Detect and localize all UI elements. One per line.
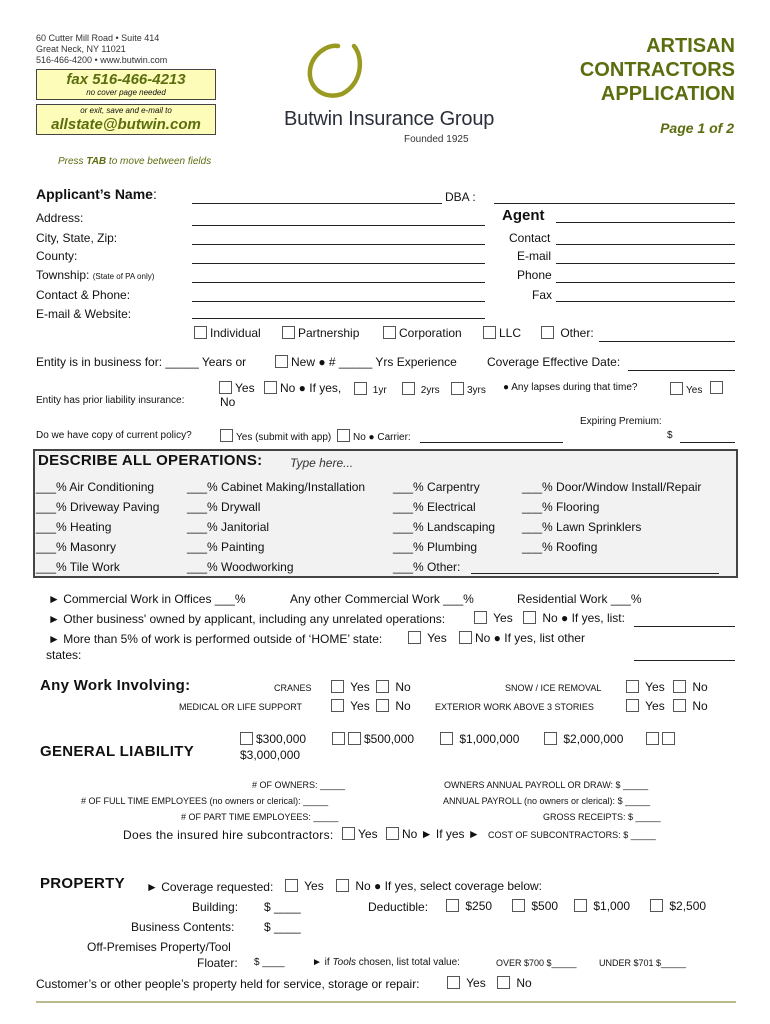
op-plumbing: ___% Plumbing [393,540,478,554]
entity-llc[interactable]: LLC [483,326,521,340]
limit-2m-checkbox[interactable] [544,732,557,745]
op-cabinet-making: ___% Cabinet Making/Installation [187,480,366,494]
new-checkbox[interactable] [275,355,288,368]
annual-payroll-row: ANNUAL PAYROLL (no owners or clerical): $ _____ [443,796,651,806]
deductible-250[interactable]: $250 [446,899,492,913]
op-drywall: ___% Drywall [187,500,261,514]
copy-yes-checkbox[interactable] [220,429,233,442]
other-commercial: Any other Commercial Work ___% [290,592,474,606]
1yr-checkbox[interactable] [354,382,367,395]
snow-yes-checkbox[interactable] [626,680,639,693]
address-field[interactable] [192,225,485,226]
exterior-no-checkbox[interactable] [673,699,686,712]
snow-no-checkbox[interactable] [673,680,686,693]
states-label: states: [46,648,82,662]
township-field[interactable] [192,282,485,283]
entity-partnership[interactable]: Partnership [282,326,359,340]
building-label: Building: [192,900,239,914]
email-website-label: E-mail & Website: [36,307,132,321]
property-yes[interactable]: Yes [285,879,324,893]
prior-no[interactable]: No ● If yes, [264,381,341,395]
prior-no-label: No [220,395,236,409]
deductible-2500-checkbox[interactable] [650,899,663,912]
cranes-no-checkbox[interactable] [376,680,389,693]
prior-insurance-label: Entity has prior liability insurance: [36,395,185,406]
snow-label: SNOW / ICE REMOVAL [505,683,602,693]
op-air-conditioning: ___% Air Conditioning [36,480,155,494]
op-other-field[interactable] [471,573,719,574]
property-yes-checkbox[interactable] [285,879,298,892]
floater-field[interactable]: $ ____ [254,957,285,968]
customer-property-label: Customer’s or other people’s property held for service, storage or repair: [36,977,420,991]
other-business-list-field[interactable] [634,626,735,627]
operations-heading: DESCRIBE ALL OPERATIONS: [38,452,263,469]
company-logo-ring [302,36,368,102]
agent-name-field[interactable] [556,222,735,223]
subcontractors-no[interactable]: No ► If yes ► [386,827,480,841]
agent-phone-field[interactable] [556,282,735,283]
general-liability-heading: GENERAL LIABILITY [40,743,194,760]
limit-300k[interactable]: $300,000 [240,732,306,746]
medical-label: MEDICAL OR LIFE SUPPORT [179,702,303,712]
owners-row: # OF OWNERS: _____ [252,780,346,790]
company-address [36,33,167,66]
city-field[interactable] [192,244,485,245]
cranes-yes-checkbox[interactable] [331,680,344,693]
medical-no-checkbox[interactable] [376,699,389,712]
partnership-checkbox[interactable] [282,326,295,339]
op-carpentry: ___% Carpentry [393,480,480,494]
operations-col-3 [393,477,495,577]
subcontractors-yes-checkbox[interactable] [342,827,355,840]
medical-yes[interactable]: Yes [331,699,370,713]
individual-checkbox[interactable] [194,326,207,339]
property-no-checkbox[interactable] [336,879,349,892]
coverage-date-field[interactable] [628,370,735,371]
floater-label: Floater: [197,956,238,970]
page-indicator: Page 1 of 2 [660,120,734,136]
annual-payroll-field[interactable]: $ _____ [617,796,651,806]
owners-field[interactable]: _____ [320,780,346,790]
city-label: City, State, Zip: [36,231,118,245]
limit-500k-checkbox[interactable] [348,732,361,745]
operations-col-4 [522,477,701,557]
footer-rule [36,1001,736,1003]
op-flooring: ___% Flooring [522,500,600,514]
copy-yes[interactable]: Yes (submit with app) [220,429,331,443]
customer-property-no[interactable]: No [497,976,532,990]
copy-no-checkbox[interactable] [337,429,350,442]
contact-phone-field[interactable] [192,301,485,302]
parttime-row: # OF PART TIME EMPLOYEES: _____ [181,812,339,822]
expiring-dollar: $ [667,430,673,441]
lapses-label: ● Any lapses during that time? [503,382,638,393]
op-lawn-sprinklers: ___% Lawn Sprinklers [522,520,642,534]
cranes-label: CRANES [274,683,312,693]
limit-2m[interactable]: $2,000,000 [544,732,623,746]
deductible-250-checkbox[interactable] [446,899,459,912]
subcontractors-yes[interactable]: Yes [342,827,378,841]
lapses-yes[interactable]: Yes [670,382,702,396]
gross-receipts-row: GROSS RECEIPTS: $ _____ [543,812,661,822]
address-label: Address: [36,211,84,225]
operations-input[interactable]: Type here... [290,456,354,470]
entity-individual[interactable]: Individual [194,326,261,340]
township-label: Township: (State of PA only) [36,268,155,282]
3yrs-checkbox[interactable] [451,382,464,395]
operations-col-1 [36,477,159,577]
property-heading: PROPERTY [40,875,125,892]
customer-property-no-checkbox[interactable] [497,976,510,989]
op-landscaping: ___% Landscaping [393,520,496,534]
founded-year: Founded 1925 [404,134,469,145]
other-business-yes-checkbox[interactable] [474,611,487,624]
op-janitorial: ___% Janitorial [187,520,270,534]
limit-1m-checkbox[interactable] [440,732,453,745]
other-business-yes[interactable]: Yes [474,611,513,625]
prior-3yrs[interactable]: 3yrs [451,382,486,396]
fax-box [36,69,216,100]
years-in-business-label: Entity is in business for: _____ Years or [36,355,247,369]
llc-checkbox[interactable] [483,326,496,339]
company-name: Butwin Insurance Group [284,108,495,130]
fax-note: no cover page needed [86,88,166,97]
entity-corporation[interactable]: Corporation [383,326,462,340]
exterior-yes[interactable]: Yes [626,699,665,713]
deductible-1000-checkbox[interactable] [574,899,587,912]
outside-home-no-checkbox[interactable] [459,631,472,644]
op-tile-work: ___% Tile Work [36,560,120,574]
copy-no[interactable]: No ● Carrier: [337,429,411,443]
exterior-no[interactable]: No [673,699,708,713]
other-business-no-checkbox[interactable] [523,611,536,624]
2yrs-checkbox[interactable] [402,382,415,395]
lapses-yes-checkbox[interactable] [670,382,683,395]
expiring-premium-label: Expiring Premium: [580,416,662,427]
title-line-1: ARTISAN [646,35,735,57]
fax-number: fax 516-466-4213 [66,71,186,88]
county-label: County: [36,249,78,263]
customer-property-yes[interactable]: Yes [447,976,486,990]
limit-extra-checkbox-1[interactable] [646,732,659,745]
agent-contact-label: Contact [509,231,551,245]
exit-note: or exit, save and e-mail to [80,106,172,115]
op-masonry: ___% Masonry [36,540,117,554]
limit-500k[interactable]: $500,000 [348,732,414,746]
copy-policy-label: Do we have copy of current policy? [36,430,192,441]
building-field[interactable]: $ ____ [264,900,301,914]
snow-yes[interactable]: Yes [626,680,665,694]
prior-yes[interactable]: Yes [219,381,255,395]
operations-col-2 [187,477,365,577]
outside-home-label: ► More than 5% of work is performed outside of ‘HOME’ state: [48,632,383,646]
title-line-3: APPLICATION [600,83,735,105]
tab-hint: Press TAB to move between fields [58,156,212,167]
offpremises-label: Off-Premises Property/Tool [87,940,231,954]
limit-1m[interactable]: $1,000,000 [440,732,519,746]
cranes-yes[interactable]: Yes [331,680,370,694]
outside-home-yes[interactable]: Yes [408,631,447,645]
limit-extra-checkbox-2[interactable] [662,732,675,745]
other-checkbox[interactable] [541,326,554,339]
cranes-no[interactable]: No [376,680,411,694]
tools-over-700-field[interactable]: OVER $700 $_____ [496,958,577,968]
applicant-name-label: Applicant’s Name: [36,186,157,202]
agent-email-field[interactable] [556,263,735,264]
subcontractors-label: Does the insured hire subcontractors: [123,828,334,842]
outside-home-yes-checkbox[interactable] [408,631,421,644]
op-door-window: ___% Door/Window Install/Repair [522,480,702,494]
other-business-label: ► Other business' owned by applicant, including any unrelated operations: [48,612,446,626]
county-field[interactable] [192,263,485,264]
op-other: ___% Other: [393,560,461,574]
tools-note: ► if Tools chosen, list total value: [312,957,460,968]
fulltime-field[interactable]: _____ [303,796,329,806]
agent-fax-label: Fax [532,288,553,302]
customer-property-yes-checkbox[interactable] [447,976,460,989]
limit-300k-checkbox[interactable] [240,732,253,745]
deductible-1000[interactable]: $1,000 [574,899,630,913]
address-line-3: 516-466-4200 • www.butwin.com [36,55,168,65]
address-line-1: 60 Cutter Mill Road • Suite 414 [36,33,160,43]
medical-no[interactable]: No [376,699,411,713]
agent-contact-field[interactable] [556,244,735,245]
limit-3m-label: $3,000,000 [240,748,301,762]
contents-field[interactable]: $ ____ [264,920,301,934]
lapses-no-checkbox[interactable] [710,381,723,394]
agent-email-label: E-mail [517,249,552,263]
form-title [580,34,735,106]
dba-label: DBA : [445,190,476,204]
deductible-500-checkbox[interactable] [512,899,525,912]
cost-subcontractors-row: COST OF SUBCONTRACTORS: $ _____ [488,830,656,840]
op-driveway-paving: ___% Driveway Paving [36,500,160,514]
fulltime-row: # OF FULL TIME EMPLOYEES (no owners or clerical): _____ [81,796,329,806]
op-electrical: ___% Electrical [393,500,476,514]
owners-payroll-field[interactable]: $ _____ [615,780,649,790]
other-states-field[interactable] [634,660,735,661]
outside-home-no[interactable]: No ● If yes, list other [459,631,585,645]
entity-other-field[interactable] [599,341,735,342]
snow-no[interactable]: No [673,680,708,694]
exterior-yes-checkbox[interactable] [626,699,639,712]
owners-payroll-row: OWNERS ANNUAL PAYROLL OR DRAW: $ _____ [444,780,649,790]
agent-heading: Agent [502,207,545,224]
coverage-requested-label: ► Coverage requested: [146,880,274,894]
op-heating: ___% Heating [36,520,112,534]
email-box [36,104,216,135]
tools-under-701-field[interactable]: UNDER $701 $_____ [599,958,687,968]
deductible-label: Deductible: [368,900,429,914]
entity-other[interactable]: Other: [541,326,594,340]
agent-fax-field[interactable] [556,301,735,302]
contents-label: Business Contents: [131,920,235,934]
dba-field[interactable] [494,203,735,204]
new-business[interactable]: New ● # _____ Yrs Experience [275,355,457,369]
contact-phone-label: Contact & Phone: [36,288,131,302]
applicant-name-field[interactable] [192,203,442,204]
exterior-label: EXTERIOR WORK ABOVE 3 STORIES [435,702,594,712]
expiring-premium-field[interactable] [680,442,735,443]
other-business-no[interactable]: No ● If yes, list: [523,611,625,625]
medical-yes-checkbox[interactable] [331,699,344,712]
limit-3m-checkbox[interactable] [332,732,345,745]
property-no[interactable]: No ● If yes, select coverage below: [336,879,542,893]
title-line-2: CONTRACTORS [579,59,735,81]
prior-no-checkbox[interactable] [264,381,277,394]
prior-yes-checkbox[interactable] [219,381,232,394]
gross-receipts-field[interactable]: $ _____ [628,812,661,822]
op-roofing: ___% Roofing [522,540,598,554]
residential-work: Residential Work ___% [517,592,642,606]
agent-phone-label: Phone [517,268,552,282]
prior-1yr[interactable]: 1yr [354,382,387,396]
prior-2yrs[interactable]: 2yrs [402,382,440,396]
op-woodworking: ___% Woodworking [187,560,294,574]
subcontractors-no-checkbox[interactable] [386,827,399,840]
corporation-checkbox[interactable] [383,326,396,339]
cost-subcontractors-field[interactable]: $ _____ [623,830,656,840]
parttime-field[interactable]: _____ [313,812,339,822]
deductible-500[interactable]: $500 [512,899,558,913]
work-involving-heading: Any Work Involving: [40,677,191,694]
coverage-date-label: Coverage Effective Date: [487,355,621,369]
deductible-2500[interactable]: $2,500 [650,899,706,913]
address-line-2: Great Neck, NY 11021 [36,44,126,54]
email-website-field[interactable] [192,318,485,319]
carrier-field[interactable] [420,442,563,443]
email-link[interactable]: allstate@butwin.com [51,116,201,133]
commercial-offices: ► Commercial Work in Offices ___% [48,592,246,606]
op-painting: ___% Painting [187,540,265,554]
